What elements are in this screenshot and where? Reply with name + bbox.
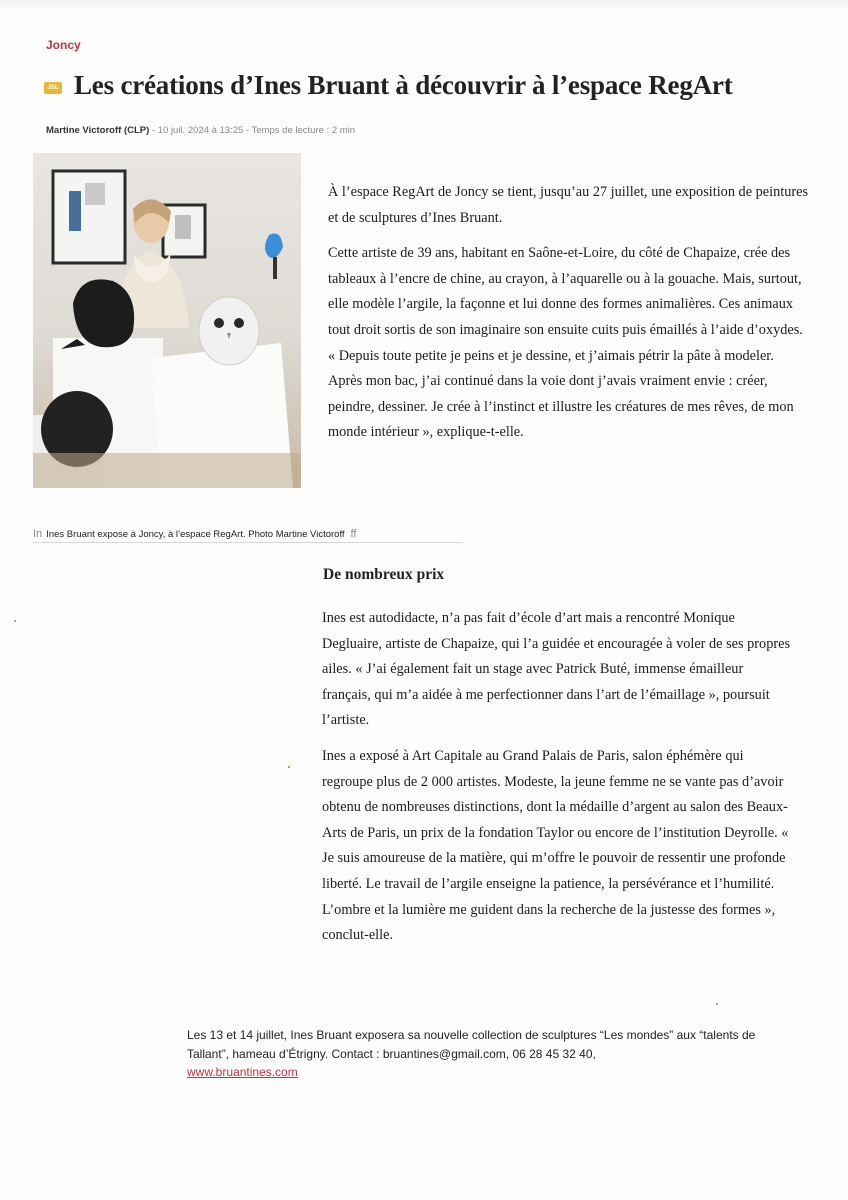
scan-speck: [14, 620, 16, 622]
footer-text: Les 13 et 14 juillet, Ines Bruant exposera sa nouvelle collection de sculptures “Les mondes” aux “talents de Tallant”, hameau d’Étrigny. Contact : bruantines@gmail.com, 06 28 45 32 40,: [187, 1028, 756, 1061]
scan-speck: [288, 766, 290, 768]
photo-caption: [33, 528, 463, 543]
paragraph: Cette artiste de 39 ans, habitant en Saône-et-Loire, du côté de Chapaize, crée des tableaux à l’encre de chine, au crayon, à l’aquarelle ou à la gouache. Mais, surtout, elle modèle l’argile, la façonne et lui donne des formes animalières. Ces animaux tout droit sortis de son imaginaire son ensuite cuits puis émaillés à l’aide d’oxydes. « Depuis toute petite je peins et je dessine, et j’aimais pétrir la pâte à modeler. Après mon bac, j’ai continué dans la voie dont j’avais vraiment envie : créer, peindre, dessiner. Je crée à l’instinct et illustre les créatures de mes rêves, de mon monde intérieur », explique-t-elle.: [328, 245, 803, 441]
paragraph: Ines a exposé à Art Capitale au Grand Palais de Paris, salon éphémère qui regroupe plus de 2 000 artistes. Modeste, la jeune femme ne se vante pas d’avoir obtenu de nombreuses distinctions, dont la médaille d’argent au salon des Beaux-Arts de Paris, un prix de la fondation Taylor ou encore de l’institution Deyrolle. « Je suis amoureuse de la matière, qui m’offre le pouvoir de ressentir une profonde liberté. Le travail de l’argile enseigne la patience, la persévérance et l’humilité. L’ombre et la lumière me guident dans la recherche de la justesse des formes », conclut-elle.: [322, 747, 789, 944]
author-name[interactable]: Martine Victoroff (CLP): [46, 125, 150, 136]
paragraph: Ines est autodidacte, n’a pas fait d’école d’art mais a rencontré Monique Degluaire, artiste de Chapaize, qui l’a guidée et encouragée à voler de ses propres ailes. « J’ai également fait un stage avec Patrick Buté, immense émailleur français, qui m’a aidée à me perfectionner dans l’art de l’émaillage », poursuit l’artiste.: [322, 610, 791, 729]
scan-edge: [0, 0, 848, 10]
byline: [46, 125, 355, 136]
artist-exhibition-illustration: [33, 153, 301, 488]
category-label[interactable]: Joncy: [46, 38, 81, 52]
paragraph: À l’espace RegArt de Joncy se tient, jusqu’au 27 juillet, une exposition de peintures et de sculptures d’Ines Bruant.: [328, 184, 809, 226]
article-body-intro: [328, 180, 810, 456]
title-row: [44, 70, 733, 101]
article-photo[interactable]: [33, 153, 301, 488]
scan-speck: [716, 1003, 718, 1005]
caption-tail: ff: [350, 528, 357, 540]
article-title: Les créations d’Ines Bruant à découvrir à l’espace RegArt: [74, 70, 733, 100]
caption-text: Ines Bruant expose à Joncy, à l’espace RegArt. Photo Martine Victoroff: [46, 529, 345, 540]
section-heading: De nombreux prix: [323, 566, 445, 583]
article-body-section: [322, 606, 790, 959]
footer-note: [187, 1026, 787, 1082]
website-link[interactable]: www.bruantines.com: [187, 1065, 298, 1079]
newspaper-badge-icon: JSL: [44, 82, 62, 94]
caption-stub: In: [33, 528, 43, 540]
publish-meta: - 10 juil. 2024 à 13:25 - Temps de lecture : 2 min: [149, 125, 356, 136]
